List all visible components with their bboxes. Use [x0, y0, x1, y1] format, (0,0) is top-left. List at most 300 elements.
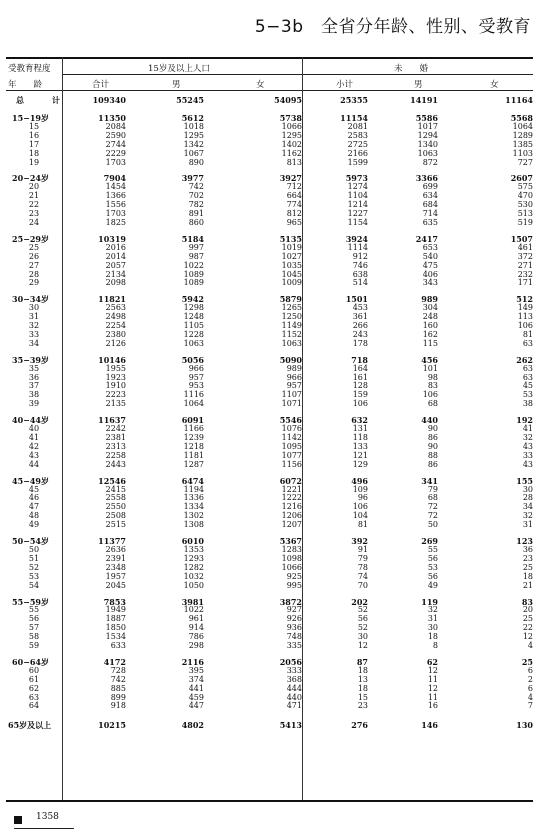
cell-value: 30	[427, 623, 438, 633]
cell-value: 7904	[103, 173, 126, 184]
row-label: 37	[28, 381, 40, 391]
cell-value: 11154	[340, 113, 368, 123]
table-row	[6, 219, 533, 228]
cell-value: 2607	[510, 173, 533, 184]
cell-value: 441	[188, 683, 204, 693]
cell-value: 782	[188, 200, 204, 210]
table-row	[6, 615, 533, 624]
cell-value: 162	[422, 329, 438, 339]
cell-value: 83	[521, 596, 533, 607]
cell-value: 192	[516, 415, 533, 426]
cell-value: 109340	[92, 95, 126, 105]
cell-value: 989	[286, 363, 302, 373]
cell-value: 6	[527, 683, 533, 693]
cell-value: 872	[422, 157, 438, 167]
cell-value: 918	[110, 701, 126, 711]
table-row	[6, 477, 533, 486]
row-label: 35	[28, 363, 40, 373]
cell-value: 22	[522, 623, 533, 633]
cell-value: 1850	[105, 623, 126, 633]
cell-value: 965	[286, 217, 302, 227]
cell-value: 966	[188, 363, 204, 373]
cell-value: 926	[286, 614, 302, 624]
row-label: 19	[28, 157, 40, 167]
cell-value: 1282	[183, 562, 204, 572]
cell-value: 1089	[183, 278, 204, 288]
cell-value: 1308	[183, 520, 204, 530]
cell-value: 5612	[181, 113, 204, 123]
cell-value: 276	[351, 720, 368, 731]
cell-value: 146	[421, 720, 438, 731]
spacer-row	[6, 409, 533, 416]
cell-value: 10215	[98, 720, 126, 731]
cell-value: 115	[422, 338, 438, 348]
table-row	[6, 313, 533, 322]
cell-value: 91	[357, 544, 368, 554]
col-header-female-unmarried: 女	[490, 80, 499, 90]
cell-value: 2098	[105, 278, 126, 288]
cell-value: 1154	[347, 217, 368, 227]
cell-value: 63	[522, 363, 533, 373]
table-row	[6, 192, 533, 201]
cell-value: 6091	[181, 415, 204, 426]
cell-value: 374	[188, 674, 204, 684]
cell-value: 123	[516, 536, 533, 547]
cell-value: 4172	[103, 656, 126, 667]
cell-value: 1194	[183, 484, 204, 494]
table-row	[6, 174, 533, 183]
cell-value: 1156	[281, 459, 302, 469]
cell-value: 32	[522, 433, 533, 442]
cell-value: 155	[516, 475, 533, 486]
cell-value: 28	[522, 493, 533, 503]
cell-value: 899	[110, 692, 126, 702]
cell-value: 53	[522, 390, 533, 400]
cell-value: 1216	[281, 502, 302, 512]
cell-value: 2417	[415, 233, 438, 244]
cell-value: 106	[352, 399, 368, 409]
cell-value: 392	[351, 536, 368, 547]
cell-value: 232	[517, 269, 533, 279]
cell-value: 113	[517, 312, 533, 322]
cell-value: 18	[522, 571, 533, 581]
cell-value: 1923	[105, 372, 126, 382]
cell-value: 11350	[98, 113, 126, 123]
cell-value: 1289	[512, 130, 533, 140]
row-label: 18	[28, 148, 40, 158]
cell-value: 23	[522, 553, 533, 563]
cell-value: 25355	[340, 95, 368, 105]
cell-value: 1063	[281, 338, 302, 348]
cell-value: 86	[427, 459, 438, 469]
table-row	[6, 183, 533, 192]
cell-value: 149	[517, 303, 533, 313]
cell-value: 1501	[345, 294, 368, 305]
cell-value: 133	[352, 441, 368, 451]
cell-value: 2166	[347, 148, 368, 158]
row-label: 39	[28, 399, 40, 409]
table-row	[6, 391, 533, 400]
cell-value: 1032	[183, 571, 204, 581]
table-row	[6, 452, 533, 461]
cell-value: 1454	[105, 182, 126, 192]
table-bottom-rule	[6, 800, 533, 802]
cell-value: 8	[432, 641, 438, 651]
cell-value: 128	[352, 381, 368, 391]
cell-value: 1248	[183, 312, 204, 322]
row-label: 20−24岁	[12, 173, 49, 184]
cell-value: 1050	[183, 580, 204, 590]
cell-value: 5738	[279, 113, 302, 123]
table-row	[6, 564, 533, 573]
cell-value: 2498	[105, 312, 126, 322]
row-label: 42	[28, 441, 40, 451]
cell-value: 3924	[345, 233, 368, 244]
cell-value: 12	[357, 641, 368, 651]
cell-value: 5973	[345, 173, 368, 184]
row-label: 52	[28, 562, 40, 572]
cell-value: 530	[517, 200, 533, 210]
table-row	[6, 356, 533, 365]
row-label: 50	[28, 544, 40, 554]
cell-value: 966	[286, 372, 302, 382]
row-label: 54	[28, 580, 40, 590]
cell-value: 43	[522, 459, 533, 469]
row-label: 64	[28, 701, 40, 711]
cell-value: 1221	[281, 484, 302, 494]
cell-value: 68	[427, 493, 438, 503]
cell-value: 88	[427, 450, 438, 460]
cell-value: 18	[357, 683, 368, 693]
group-header-unmarried: 未 婚	[394, 64, 429, 74]
cell-value: 1214	[347, 200, 368, 210]
row-label: 59	[28, 641, 40, 651]
cell-value: 1076	[281, 424, 302, 434]
row-label: 44	[28, 459, 40, 469]
cell-value: 1022	[183, 605, 204, 615]
cell-value: 1149	[281, 321, 302, 331]
cell-value: 3977	[181, 173, 204, 184]
cell-value: 248	[422, 312, 438, 322]
cell-value: 638	[352, 269, 368, 279]
cell-value: 1066	[281, 562, 302, 572]
row-label: 58	[28, 632, 40, 642]
table-row	[6, 304, 533, 313]
table-row	[6, 295, 533, 304]
cell-value: 440	[421, 415, 438, 426]
table-row	[6, 159, 533, 168]
cell-value: 1295	[183, 130, 204, 140]
cell-value: 78	[357, 562, 368, 572]
cell-value: 11164	[505, 95, 533, 105]
cell-value: 2126	[105, 338, 126, 348]
cell-value: 63	[522, 372, 533, 382]
cell-value: 1274	[347, 182, 368, 192]
cell-value: 63	[522, 338, 533, 348]
cell-value: 25	[522, 614, 533, 624]
row-label: 46	[28, 493, 40, 503]
table-row	[6, 512, 533, 521]
cell-value: 55	[427, 544, 438, 554]
cell-value: 1887	[105, 614, 126, 624]
cell-value: 25	[522, 562, 533, 572]
row-label: 15−19岁	[12, 113, 49, 123]
cell-value: 62	[426, 656, 438, 667]
cell-value: 748	[286, 632, 302, 642]
cell-value: 786	[188, 632, 204, 642]
row-label: 30	[28, 303, 40, 313]
cell-value: 1064	[512, 121, 533, 131]
col-header-female: 女	[256, 80, 265, 90]
cell-value: 470	[517, 191, 533, 201]
table-row	[6, 331, 533, 340]
cell-value: 31	[427, 614, 438, 624]
cell-value: 891	[188, 209, 204, 219]
cell-value: 86	[427, 433, 438, 442]
cell-value: 664	[286, 191, 302, 201]
cell-value: 2550	[105, 502, 126, 512]
row-label: 55	[28, 605, 40, 615]
cell-value: 4802	[181, 720, 204, 731]
spacer-row	[6, 711, 533, 718]
cell-value: 1027	[281, 251, 302, 261]
row-label: 41	[28, 433, 40, 442]
cell-value: 50	[427, 520, 438, 530]
cell-value: 7	[527, 701, 533, 711]
cell-value: 1116	[183, 390, 204, 400]
table-row	[6, 244, 533, 253]
cell-value: 496	[351, 475, 368, 486]
table-row	[6, 685, 533, 694]
table-row	[6, 400, 533, 409]
cell-value: 1017	[417, 121, 438, 131]
table-row	[6, 340, 533, 349]
cell-value: 262	[516, 354, 533, 365]
cell-value: 1166	[183, 424, 204, 434]
cell-value: 1064	[183, 399, 204, 409]
cell-value: 989	[421, 294, 438, 305]
table-row	[6, 694, 533, 703]
cell-value: 1825	[105, 217, 126, 227]
table-row	[6, 658, 533, 667]
row-label: 43	[28, 450, 40, 460]
cell-value: 927	[286, 605, 302, 615]
cell-value: 1556	[105, 200, 126, 210]
cell-value: 1385	[512, 139, 533, 149]
cell-value: 5546	[279, 415, 302, 426]
cell-value: 70	[357, 580, 368, 590]
cell-value: 1077	[281, 450, 302, 460]
cell-value: 3366	[415, 173, 438, 184]
cell-value: 812	[286, 209, 302, 219]
cell-value: 81	[357, 520, 368, 530]
cell-value: 5090	[279, 354, 302, 365]
row-label: 45	[28, 484, 40, 494]
cell-value: 575	[517, 182, 533, 192]
cell-value: 1287	[183, 459, 204, 469]
cell-value: 1298	[183, 303, 204, 313]
cell-value: 1071	[281, 399, 302, 409]
cell-value: 1228	[183, 329, 204, 339]
cell-value: 912	[352, 251, 368, 261]
row-label: 总 计	[16, 95, 70, 105]
spacer-row	[6, 530, 533, 537]
cell-value: 444	[286, 683, 302, 693]
cell-value: 712	[286, 182, 302, 192]
row-label: 62	[28, 683, 40, 693]
table-row	[6, 521, 533, 530]
row-label: 51	[28, 553, 40, 563]
cell-value: 860	[188, 217, 204, 227]
cell-value: 727	[517, 157, 533, 167]
spacer-row	[6, 651, 533, 658]
cell-value: 961	[188, 614, 204, 624]
cell-value: 1250	[281, 312, 302, 322]
cell-value: 1294	[417, 130, 438, 140]
cell-value: 1018	[183, 121, 204, 131]
cell-value: 131	[352, 424, 368, 434]
cell-value: 914	[188, 623, 204, 633]
cell-value: 475	[422, 260, 438, 270]
cell-value: 31	[522, 520, 533, 530]
cell-value: 1703	[105, 157, 126, 167]
cell-value: 52	[357, 623, 368, 633]
row-label: 60	[28, 665, 40, 675]
cell-value: 1265	[281, 303, 302, 313]
col-header-male-unmarried: 男	[414, 80, 423, 90]
row-label: 26	[28, 251, 40, 261]
cell-value: 101	[422, 363, 438, 373]
cell-value: 890	[188, 157, 204, 167]
cell-value: 406	[422, 269, 438, 279]
cell-value: 1302	[183, 511, 204, 521]
cell-value: 2258	[105, 450, 126, 460]
cell-value: 2116	[181, 656, 204, 667]
cell-value: 4	[527, 692, 533, 702]
cell-value: 55245	[176, 95, 204, 105]
cell-value: 11821	[98, 294, 126, 305]
spacer-row	[6, 591, 533, 598]
table-row	[6, 494, 533, 503]
cell-value: 3927	[279, 173, 302, 184]
cell-value: 36	[522, 544, 533, 554]
table-row	[6, 201, 533, 210]
cell-value: 2016	[105, 242, 126, 252]
cell-value: 18	[357, 665, 368, 675]
cell-value: 271	[517, 260, 533, 270]
cell-value: 16	[427, 701, 438, 711]
cell-value: 12546	[98, 475, 126, 486]
cell-value: 90	[427, 424, 438, 434]
table-row	[6, 123, 533, 132]
cell-value: 4	[527, 641, 533, 651]
cell-value: 10146	[98, 354, 126, 365]
table-row	[6, 633, 533, 642]
cell-value: 1114	[347, 242, 368, 252]
table-row	[6, 382, 533, 391]
cell-value: 2081	[347, 121, 368, 131]
cell-value: 343	[422, 278, 438, 288]
table-row	[6, 210, 533, 219]
cell-value: 12	[522, 632, 533, 642]
cell-value: 5413	[279, 720, 302, 731]
table-row	[6, 537, 533, 546]
table-row	[6, 642, 533, 651]
cell-value: 15	[357, 692, 368, 702]
cell-value: 1334	[183, 502, 204, 512]
cell-value: 130	[516, 720, 533, 731]
table-row	[6, 416, 533, 425]
cell-value: 925	[286, 571, 302, 581]
table-row	[6, 271, 533, 280]
row-label: 21	[28, 191, 40, 201]
cell-value: 202	[351, 596, 368, 607]
cell-value: 178	[352, 338, 368, 348]
cell-value: 14191	[410, 95, 438, 105]
cell-value: 1218	[183, 441, 204, 451]
cell-value: 1955	[105, 363, 126, 373]
row-label: 33	[28, 329, 40, 339]
cell-value: 6072	[279, 475, 302, 486]
cell-value: 2636	[105, 544, 126, 554]
cell-value: 30	[522, 484, 533, 494]
cell-value: 1227	[347, 209, 368, 219]
cell-value: 997	[188, 242, 204, 252]
cell-value: 2014	[105, 251, 126, 261]
row-label: 22	[28, 200, 40, 210]
cell-value: 519	[517, 217, 533, 227]
cell-value: 3981	[181, 596, 204, 607]
cell-value: 38	[522, 399, 533, 409]
row-label: 50−54岁	[12, 536, 49, 547]
cell-value: 885	[110, 683, 126, 693]
table-row	[6, 667, 533, 676]
cell-value: 1035	[281, 260, 302, 270]
cell-value: 161	[352, 372, 368, 382]
page-title: 5−3b 全省分年龄、性别、受教育	[254, 17, 531, 37]
cell-value: 1283	[281, 544, 302, 554]
cell-value: 79	[357, 553, 368, 563]
cell-value: 1402	[281, 139, 302, 149]
cell-value: 728	[110, 665, 126, 675]
cell-value: 987	[188, 251, 204, 261]
col-header-total: 合计	[92, 80, 110, 90]
cell-value: 11637	[98, 415, 126, 426]
cell-value: 702	[188, 191, 204, 201]
row-label: 23	[28, 209, 40, 219]
row-label: 25	[28, 242, 40, 252]
row-label: 24	[28, 217, 40, 227]
table-row	[6, 365, 533, 374]
cell-value: 11	[427, 692, 438, 702]
row-label: 17	[28, 139, 40, 149]
cell-value: 1353	[183, 544, 204, 554]
row-label: 28	[28, 269, 40, 279]
cell-value: 1342	[183, 139, 204, 149]
spacer-row	[6, 470, 533, 477]
cell-value: 6	[527, 665, 533, 675]
cell-value: 635	[422, 217, 438, 227]
cell-value: 2348	[105, 562, 126, 572]
spacer-row	[6, 107, 533, 114]
cell-value: 995	[286, 580, 302, 590]
row-label: 56	[28, 614, 40, 624]
cell-value: 2	[527, 674, 533, 684]
cell-value: 5586	[415, 113, 438, 123]
cell-value: 2415	[105, 484, 126, 494]
cell-value: 1910	[105, 381, 126, 391]
cell-value: 269	[421, 536, 438, 547]
